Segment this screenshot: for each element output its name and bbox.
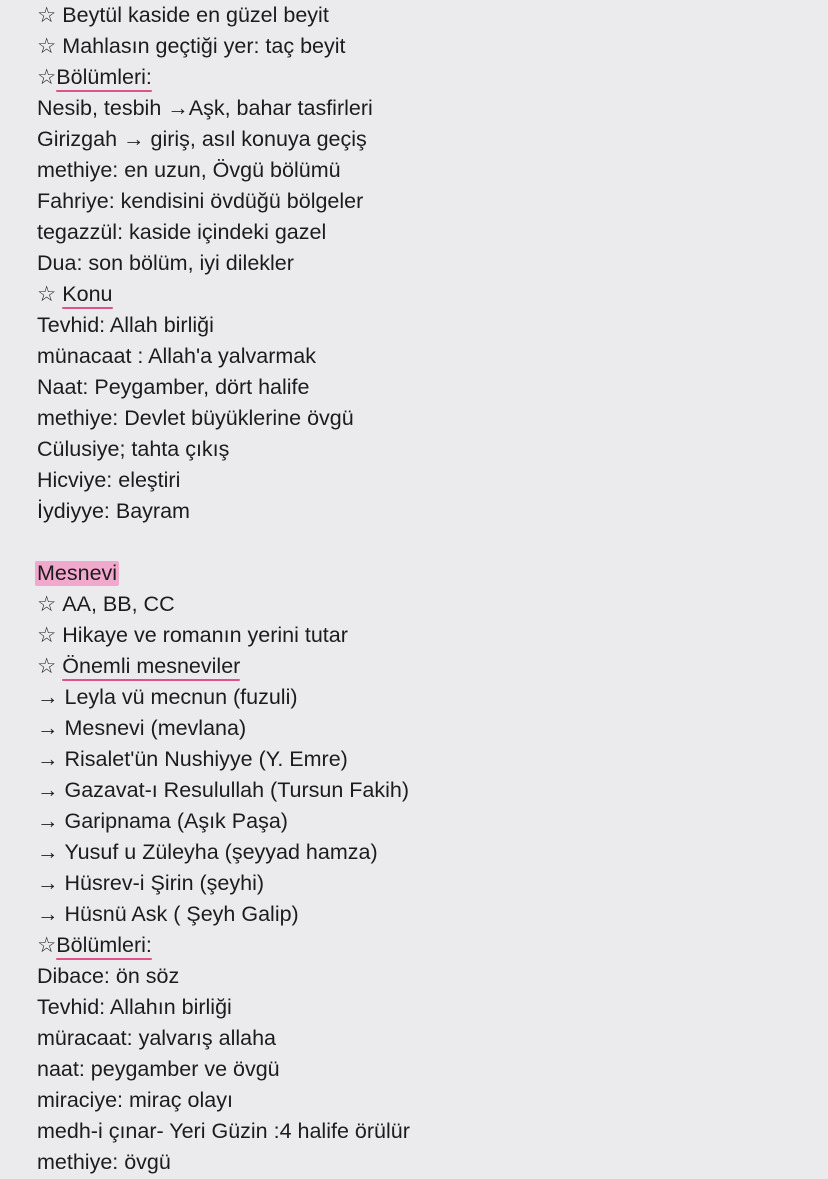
list-item: methiye: Devlet büyüklerine övgü: [37, 406, 354, 430]
list-item: İydiyye: Bayram: [37, 499, 190, 523]
arrow-right-icon: →: [37, 747, 59, 771]
underlined-heading: Bölümleri:: [56, 62, 152, 93]
list-item: Fahriye: kendisini övdüğü bölgeler: [37, 189, 364, 213]
star-icon: ☆: [37, 623, 57, 647]
list-item: Girizgah → giriş, asıl konuya geçiş: [37, 127, 367, 151]
arrow-right-icon: →: [37, 902, 59, 926]
list-item: [37, 775, 828, 806]
arrow-right-icon: →: [37, 871, 59, 895]
highlighted-title: Mesnevi: [37, 561, 118, 585]
onemli-mesneviler-heading: [37, 651, 828, 682]
note-line-hikaye: [37, 620, 828, 651]
work-title: Gazavat-ı Resulullah (Tursun Fakih): [64, 778, 410, 802]
list-item: medh-i çınar- Yeri Güzin :4 halife örülür: [37, 1119, 410, 1143]
list-item: naat: peygamber ve övgü: [37, 1057, 280, 1081]
note-line-kafiye: [37, 589, 828, 620]
work-title: Leyla vü mecnun (fuzuli): [64, 685, 298, 709]
list-item: miraciye: miraç olayı: [37, 1088, 233, 1112]
star-icon: ☆: [37, 654, 57, 678]
work-title: Yusuf u Züleyha (şeyyad hamza): [64, 840, 378, 864]
work-title: Hüsnü Ask ( Şeyh Galip): [64, 902, 299, 926]
arrow-right-icon: →: [37, 685, 59, 709]
work-title: Risalet'ün Nushiyye (Y. Emre): [64, 747, 348, 771]
arrow-right-icon: →: [37, 840, 59, 864]
list-item: Cülusiye; tahta çıkış: [37, 437, 230, 461]
list-item: [37, 837, 828, 868]
list-item: müracaat: yalvarış allaha: [37, 1026, 276, 1050]
kafiye-text: AA, BB, CC: [62, 592, 175, 616]
note-line-beytul: [37, 0, 828, 31]
star-icon: ☆: [37, 65, 57, 89]
arrow-right-icon: →: [37, 716, 59, 740]
underlined-heading: Konu: [62, 279, 112, 310]
list-item: Hicviye: eleştiri: [37, 468, 181, 492]
star-icon: ☆: [37, 592, 57, 616]
star-icon: ☆: [37, 933, 57, 957]
list-item: [37, 713, 828, 744]
list-item: Tevhid: Allahın birliği: [37, 995, 232, 1019]
list-item: [37, 682, 828, 713]
list-item: Tevhid: Allah birliği: [37, 313, 214, 337]
hikaye-text: Hikaye ve romanın yerini tutar: [62, 623, 348, 647]
mahlas-text: Mahlasın geçtiği yer: taç beyit: [62, 34, 346, 58]
list-item: methiye: övgü: [37, 1150, 171, 1174]
star-icon: ☆: [37, 3, 57, 27]
work-title: Garipnama (Aşık Paşa): [64, 809, 288, 833]
underlined-heading: Önemli mesneviler: [62, 651, 240, 682]
arrow-right-icon: →: [37, 778, 59, 802]
list-item: Dibace: ön söz: [37, 964, 180, 988]
work-title: Mesnevi (mevlana): [64, 716, 247, 740]
list-item: [37, 868, 828, 899]
mesnevi-title-line: [37, 558, 828, 589]
star-icon: ☆: [37, 34, 57, 58]
kaside-konu-heading: [37, 279, 828, 310]
list-item: Naat: Peygamber, dört halife: [37, 375, 310, 399]
list-item: Nesib, tesbih →Aşk, bahar tasfirleri: [37, 96, 373, 120]
list-item: methiye: en uzun, Övgü bölümü: [37, 158, 341, 182]
list-item: münacaat : Allah'a yalvarmak: [37, 344, 316, 368]
section-spacer: [37, 527, 828, 558]
list-item: [37, 744, 828, 775]
underlined-heading: Bölümleri:: [56, 930, 152, 961]
work-title: Hüsrev-i Şirin (şeyhi): [64, 871, 265, 895]
kaside-bolumler-heading: [37, 62, 828, 93]
note-line-mahlas: [37, 31, 828, 62]
beytul-text: Beytül kaside en güzel beyit: [62, 3, 329, 27]
list-item: [37, 899, 828, 930]
list-item: Dua: son bölüm, iyi dilekler: [37, 251, 294, 275]
mesnevi-bolumler-heading: [37, 930, 828, 961]
list-item: tegazzül: kaside içindeki gazel: [37, 220, 327, 244]
arrow-right-icon: →: [37, 809, 59, 833]
star-icon: ☆: [37, 282, 57, 306]
list-item: [37, 806, 828, 837]
